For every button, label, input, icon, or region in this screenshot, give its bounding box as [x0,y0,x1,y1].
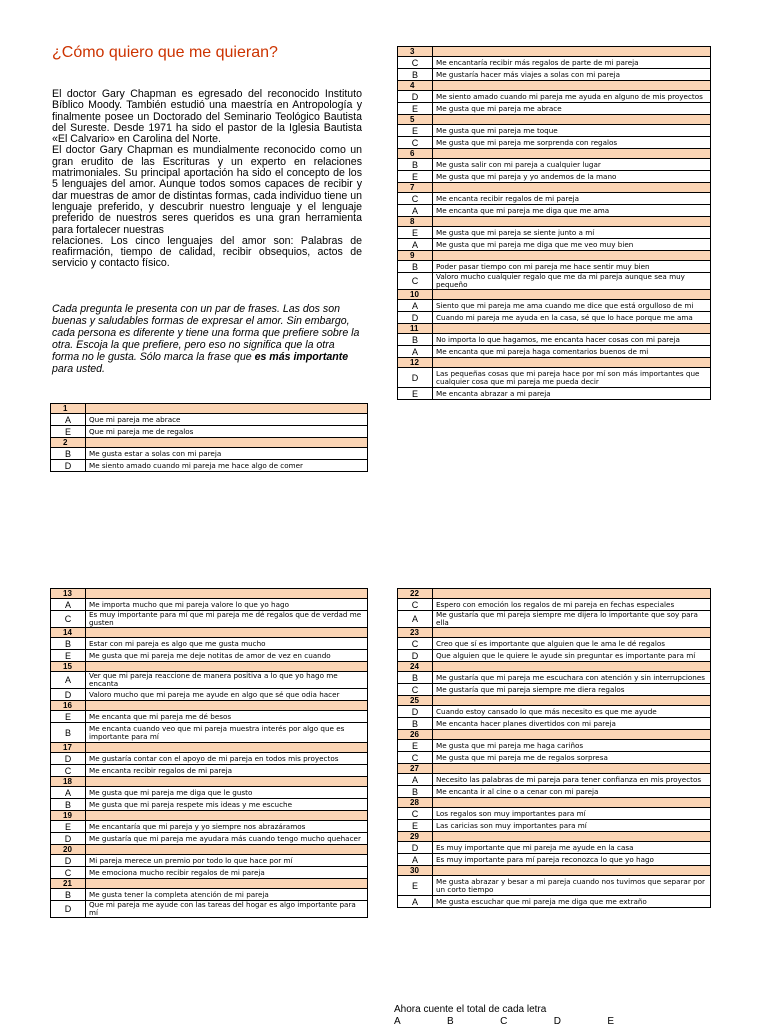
answer-row[interactable] [398,334,711,346]
answer-letter: C [398,684,433,696]
question-number-row [51,777,368,787]
answer-letter: A [398,205,433,217]
question-number-row [51,404,368,414]
question-number-spacer [433,47,711,57]
question-number-row [398,251,711,261]
answer-row[interactable] [51,753,368,765]
answer-letter: B [398,718,433,730]
letter-totals [394,1016,614,1027]
answer-letter: D [51,460,86,472]
question-number: 6 [398,149,433,159]
answer-text: Creo que sí es importante que alguien que le ama le dé regalos [433,638,711,650]
question-number-spacer [433,251,711,261]
question-number-spacer [86,438,368,448]
question-number-spacer [86,701,368,711]
total-letter: B [447,1016,454,1027]
question-number-spacer [433,866,711,876]
answer-text: Me gusta que mi pareja respete mis ideas y me escuche [86,799,368,811]
answer-letter: A [398,300,433,312]
question-number: 7 [398,183,433,193]
answer-letter: D [51,833,86,845]
answer-text: Necesito las palabras de mi pareja para tener confianza en mis proyectos [433,774,711,786]
answer-letter: C [51,611,86,628]
answer-row[interactable] [398,611,711,628]
answer-letter: B [398,334,433,346]
answer-row[interactable] [398,239,711,251]
answer-letter: B [51,448,86,460]
question-number: 1 [51,404,86,414]
answer-row[interactable] [398,774,711,786]
question-number-row [398,730,711,740]
answer-row[interactable] [398,91,711,103]
answer-letter: D [398,91,433,103]
question-number-spacer [433,115,711,125]
question-number-spacer [433,798,711,808]
answer-row[interactable] [398,346,711,358]
answer-letter: C [398,638,433,650]
answer-letter: D [398,706,433,718]
intro-paragraph: El doctor Gary Chapman es egresado del reconocido Instituto Bíblico Moody. También estudió una maestría en Antropología y finalmente posee un Doctorado del Seminario Teológico Bautista del Sureste. Desde 1971 ha sido el pastor de la Iglesia Bautista «El Calvario» en Carolina del Norte. [52,88,362,146]
question-number: 23 [398,628,433,638]
answer-row[interactable] [398,752,711,764]
answer-letter: E [51,711,86,723]
question-number: 14 [51,628,86,638]
instructions-emphasis: es más importante [254,351,349,363]
answer-text: Me gusta que mi pareja me toque [433,125,711,137]
answer-letter: D [51,901,86,918]
answer-row[interactable] [398,876,711,896]
answer-text: Me gusta que mi pareja se siente junto a mí [433,227,711,239]
answer-letter: B [398,672,433,684]
question-number-row [398,866,711,876]
question-number: 25 [398,696,433,706]
answer-row[interactable] [398,740,711,752]
answer-letter: B [398,786,433,798]
answer-text: Me gustaría que mi pareja me ayudara más cuando tengo mucho quehacer [86,833,368,845]
question-number-row [398,115,711,125]
answer-letter: C [398,752,433,764]
answer-text: Los regalos son muy importantes para mí [433,808,711,820]
question-number-row [398,149,711,159]
question-number: 5 [398,115,433,125]
answer-text: Espero con emoción los regalos de mi pareja en fechas especiales [433,599,711,611]
question-number: 12 [398,358,433,368]
answer-row[interactable] [398,300,711,312]
answer-letter: D [398,842,433,854]
answer-letter: C [398,808,433,820]
answer-text: Me gusta que mi pareja me haga cariños [433,740,711,752]
answer-letter: D [51,753,86,765]
question-number: 28 [398,798,433,808]
question-number-spacer [433,628,711,638]
answer-text: Me gusta escuchar que mi pareja me diga que me extraño [433,896,711,908]
question-number-spacer [433,290,711,300]
question-number: 15 [51,662,86,672]
question-number-row [398,798,711,808]
answer-row[interactable] [398,896,711,908]
question-number-spacer [86,879,368,889]
question-number-row [398,81,711,91]
page-title: ¿Cómo quiero que me quieran? [52,44,278,61]
question-number-spacer [86,628,368,638]
question-number-spacer [86,589,368,599]
answer-text: Me gusta salir con mi pareja a cualquier lugar [433,159,711,171]
answer-row[interactable] [398,706,711,718]
answer-text: Me encanta que mi pareja haga comentarios buenos de mi [433,346,711,358]
answer-row[interactable] [398,368,711,388]
answer-text: Las caricias son muy importantes para mí [433,820,711,832]
answer-row[interactable] [398,808,711,820]
answer-letter: E [51,426,86,438]
question-number-spacer [433,764,711,774]
answer-row[interactable] [51,765,368,777]
answer-letter: B [51,638,86,650]
question-number: 3 [398,47,433,57]
answer-text: Me gusta que mi pareja me abrace [433,103,711,115]
answer-text: Me gustaría hacer más viajes a solas con mi pareja [433,69,711,81]
answer-letter: E [398,227,433,239]
question-number-spacer [433,149,711,159]
answer-row[interactable] [51,855,368,867]
answer-text: Me gusta que mi pareja me diga que me veo muy bien [433,239,711,251]
question-number-spacer [433,217,711,227]
answer-letter: C [51,765,86,777]
question-number-row [51,628,368,638]
answer-letter: A [398,239,433,251]
answer-letter: B [398,159,433,171]
count-instruction: Ahora cuente el total de cada letra [394,1004,547,1015]
answer-row[interactable] [51,599,368,611]
answer-row[interactable] [51,833,368,845]
answer-row[interactable] [398,672,711,684]
answer-text: Me gustaría que mi pareja siempre me diera regalos [433,684,711,696]
answer-row[interactable] [398,137,711,149]
answer-text: Siento que mi pareja me ama cuando me dice que está orgulloso de mi [433,300,711,312]
answer-text: Que alguien que le quiere le ayude sin preguntar es importante para mí [433,650,711,662]
answer-text: Me gustaría que mi pareja me escuchara con atención y sin interrupciones [433,672,711,684]
answer-row[interactable] [51,460,368,472]
answer-row[interactable] [398,638,711,650]
answer-row[interactable] [398,193,711,205]
answer-text: Me siento amado cuando mi pareja me ayuda en alguno de mis proyectos [433,91,711,103]
answer-text: Me gusta estar a solas con mi pareja [86,448,368,460]
question-number-row [51,701,368,711]
answer-text: Me encanta cuando veo que mi pareja muestra interés por algo que es importante para mí [86,723,368,743]
answer-row[interactable] [398,854,711,866]
question-number: 4 [398,81,433,91]
answer-letter: B [398,261,433,273]
answer-row[interactable] [51,414,368,426]
answer-letter: A [398,774,433,786]
answer-row[interactable] [51,821,368,833]
question-number-row [51,662,368,672]
answer-row[interactable] [398,103,711,115]
answer-text: Estar con mi pareja es algo que me gusta mucho [86,638,368,650]
question-number-row [398,696,711,706]
intro-text [52,89,362,270]
question-number: 24 [398,662,433,672]
answer-row[interactable] [51,723,368,743]
total-letter: D [553,1016,561,1027]
answer-text: Me encanta recibir regalos de mi pareja [433,193,711,205]
question-number-spacer [433,324,711,334]
answer-row[interactable] [51,672,368,689]
question-table-1 [50,403,368,472]
answer-text: Me gusta abrazar y besar a mi pareja cuando nos tuvimos que separar por un corto tiempo [433,876,711,896]
answer-letter: B [51,889,86,901]
answer-row[interactable] [398,599,711,611]
answer-row[interactable] [398,69,711,81]
question-number-row [51,845,368,855]
answer-letter: B [398,69,433,81]
intro-paragraph: relaciones. Los cinco lenguajes del amor son: Palabras de reafirmación, tiempo de calidad, recibir obsequios, actos de servicio y contacto físico. [52,234,362,270]
answer-letter: E [398,820,433,832]
question-number-row [51,743,368,753]
question-number: 13 [51,589,86,599]
answer-letter: E [398,388,433,400]
answer-row[interactable] [398,57,711,69]
question-number: 17 [51,743,86,753]
answer-letter: E [398,740,433,752]
answer-letter: E [398,103,433,115]
question-table-3 [50,588,368,918]
answer-text: Poder pasar tiempo con mi pareja me hace sentir muy bien [433,261,711,273]
answer-text: Valoro mucho cualquier regalo que me da mi pareja aunque sea muy pequeño [433,273,711,290]
answer-row[interactable] [51,787,368,799]
question-number-row [51,589,368,599]
answer-text: Me encantaría que mi pareja y yo siempre nos abrazáramos [86,821,368,833]
instructions [52,303,364,375]
question-number-row [398,183,711,193]
answer-text: Me gusta que mi pareja me de regalos sorpresa [433,752,711,764]
question-number-row [51,811,368,821]
answer-text: Cuando mi pareja me ayuda en la casa, sé que lo hace porque me ama [433,312,711,324]
answer-row[interactable] [51,426,368,438]
answer-text: Me gustaría que mi pareja siempre me dijera lo importante que soy para ella [433,611,711,628]
answer-letter: A [51,599,86,611]
answer-text: Las pequeñas cosas que mi pareja hace por mí son más importantes que cualquier cosa que mi pareja me pueda decir [433,368,711,388]
question-number: 20 [51,845,86,855]
question-number: 19 [51,811,86,821]
question-number: 9 [398,251,433,261]
question-table-2 [397,46,711,400]
answer-text: Es muy importante que mi pareja me ayude en la casa [433,842,711,854]
answer-letter: C [398,193,433,205]
answer-text: Es muy importante para mí pareja reconozca lo que yo hago [433,854,711,866]
answer-row[interactable] [398,684,711,696]
answer-letter: E [398,171,433,183]
question-number-row [398,47,711,57]
answer-row[interactable] [398,273,711,290]
answer-row[interactable] [51,638,368,650]
question-number: 11 [398,324,433,334]
answer-row[interactable] [398,786,711,798]
question-number: 21 [51,879,86,889]
question-number-row [398,358,711,368]
answer-row[interactable] [398,125,711,137]
answer-letter: D [398,650,433,662]
answer-text: Me gusta que mi pareja me diga que le gusto [86,787,368,799]
question-number-row [398,662,711,672]
question-number-spacer [433,81,711,91]
answer-letter: C [398,599,433,611]
answer-text: Es muy importante para mí que mi pareja me dé regalos que de verdad me gusten [86,611,368,628]
answer-row[interactable] [398,650,711,662]
question-number: 18 [51,777,86,787]
answer-text: Me encanta hacer planes divertidos con mi pareja [433,718,711,730]
answer-row[interactable] [398,842,711,854]
answer-letter: E [398,876,433,896]
answer-letter: A [398,896,433,908]
answer-text: Me encanta recibir regalos de mi pareja [86,765,368,777]
question-number: 8 [398,217,433,227]
question-number: 10 [398,290,433,300]
answer-text: Me gusta que mi pareja y yo andemos de la mano [433,171,711,183]
question-number-spacer [86,777,368,787]
intro-paragraph: El doctor Gary Chapman es mundialmente reconocido como un gran erudito de las Escrituras y un experto en relaciones matrimoniales. Su principal aportación ha sido el concepto de los 5 lenguajes del amor. Aunque todos somos capaces de recibir y dar muestras de amor de distintas formas, cada individuo tiene un lenguaje preferido, y descubrir nuestro lenguaje y el lenguaje preferido de nuestros seres queridos es una gran herramienta para fortalecer nuestras [52,144,362,236]
question-number-row [398,324,711,334]
answer-letter: A [51,672,86,689]
answer-letter: A [51,414,86,426]
answer-text: Me emociona mucho recibir regalos de mi pareja [86,867,368,879]
answer-row[interactable] [398,227,711,239]
answer-row[interactable] [51,889,368,901]
question-number-row [51,879,368,889]
answer-text: Me encantaría recibir más regalos de parte de mi pareja [433,57,711,69]
answer-text: Ver que mi pareja reaccione de manera positiva a lo que yo hago me encanta [86,672,368,689]
answer-letter: D [51,689,86,701]
question-number-spacer [86,845,368,855]
answer-letter: C [398,273,433,290]
answer-text: Me gusta que mi pareja me deje notitas de amor de vez en cuando [86,650,368,662]
answer-text: Me siento amado cuando mi pareja me hace algo de comer [86,460,368,472]
question-number-spacer [433,832,711,842]
answer-letter: D [51,855,86,867]
answer-row[interactable] [51,799,368,811]
question-number-row [398,217,711,227]
answer-text: Me gustaría contar con el apoyo de mi pareja en todos mis proyectos [86,753,368,765]
answer-letter: B [51,723,86,743]
instructions-text: Cada pregunta le presenta con un par de frases. Las dos son buenas y saludables formas de expresar el amor. Sin embargo, cada persona es diferente y tiene una forma que prefiere sobre la otra. Escoja la que prefiere, pero eso no significa que la otra forma no le gusta. Sólo marca la frase que [52,303,360,363]
answer-text: Me gusta que mi pareja me sorprenda con regalos [433,137,711,149]
answer-row[interactable] [51,901,368,918]
question-number-spacer [86,404,368,414]
answer-letter: A [398,611,433,628]
total-letter: E [607,1016,614,1027]
answer-text: Cuando estoy cansado lo que más necesito es que me ayude [433,706,711,718]
total-letter: C [500,1016,508,1027]
question-number: 16 [51,701,86,711]
question-number-row [398,832,711,842]
answer-row[interactable] [51,611,368,628]
question-number: 22 [398,589,433,599]
question-number-row [398,628,711,638]
answer-letter: E [51,650,86,662]
answer-letter: D [398,312,433,324]
answer-row[interactable] [398,205,711,217]
question-number-row [398,589,711,599]
question-number: 26 [398,730,433,740]
answer-row[interactable] [51,711,368,723]
answer-row[interactable] [51,650,368,662]
question-number-spacer [433,730,711,740]
answer-letter: E [398,125,433,137]
question-number-spacer [433,662,711,672]
question-number-row [51,438,368,448]
question-table-4 [397,588,711,908]
question-number-spacer [86,811,368,821]
answer-row[interactable] [51,867,368,879]
answer-text: Valoro mucho que mi pareja me ayude en algo que sé que odia hacer [86,689,368,701]
answer-text: Me importa mucho que mi pareja valore lo que yo hago [86,599,368,611]
question-number-spacer [433,183,711,193]
answer-text: Que mi pareja me de regalos [86,426,368,438]
answer-letter: C [398,137,433,149]
answer-row[interactable] [398,171,711,183]
question-number: 30 [398,866,433,876]
answer-letter: C [398,57,433,69]
question-number: 29 [398,832,433,842]
answer-row[interactable] [398,388,711,400]
answer-row[interactable] [398,159,711,171]
answer-text: Me encanta abrazar a mi pareja [433,388,711,400]
question-number-spacer [86,743,368,753]
answer-text: Me gusta tener la completa atención de mi pareja [86,889,368,901]
answer-letter: A [398,854,433,866]
answer-letter: A [51,787,86,799]
question-number-spacer [86,662,368,672]
answer-text: No importa lo que hagamos, me encanta hacer cosas con mi pareja [433,334,711,346]
question-number: 27 [398,764,433,774]
answer-text: Me encanta que mi pareja me diga que me ama [433,205,711,217]
answer-row[interactable] [398,820,711,832]
answer-text: Me encanta que mi pareja me dé besos [86,711,368,723]
question-number: 2 [51,438,86,448]
question-number-spacer [433,589,711,599]
answer-letter: D [398,368,433,388]
answer-text: Me encanta ir al cine o a cenar con mi pareja [433,786,711,798]
total-letter: A [394,1016,401,1027]
answer-text: Que mi pareja me ayude con las tareas del hogar es algo importante para mí [86,901,368,918]
answer-row[interactable] [398,312,711,324]
answer-letter: C [51,867,86,879]
question-number-spacer [433,696,711,706]
answer-letter: E [51,821,86,833]
answer-row[interactable] [398,261,711,273]
instructions-tail: para usted. [52,363,106,375]
answer-row[interactable] [398,718,711,730]
answer-text: Que mi pareja me abrace [86,414,368,426]
answer-letter: B [51,799,86,811]
answer-letter: A [398,346,433,358]
question-number-spacer [433,358,711,368]
answer-text: Mi pareja merece un premio por todo lo que hace por mí [86,855,368,867]
answer-row[interactable] [51,689,368,701]
question-number-row [398,764,711,774]
question-number-row [398,290,711,300]
answer-row[interactable] [51,448,368,460]
